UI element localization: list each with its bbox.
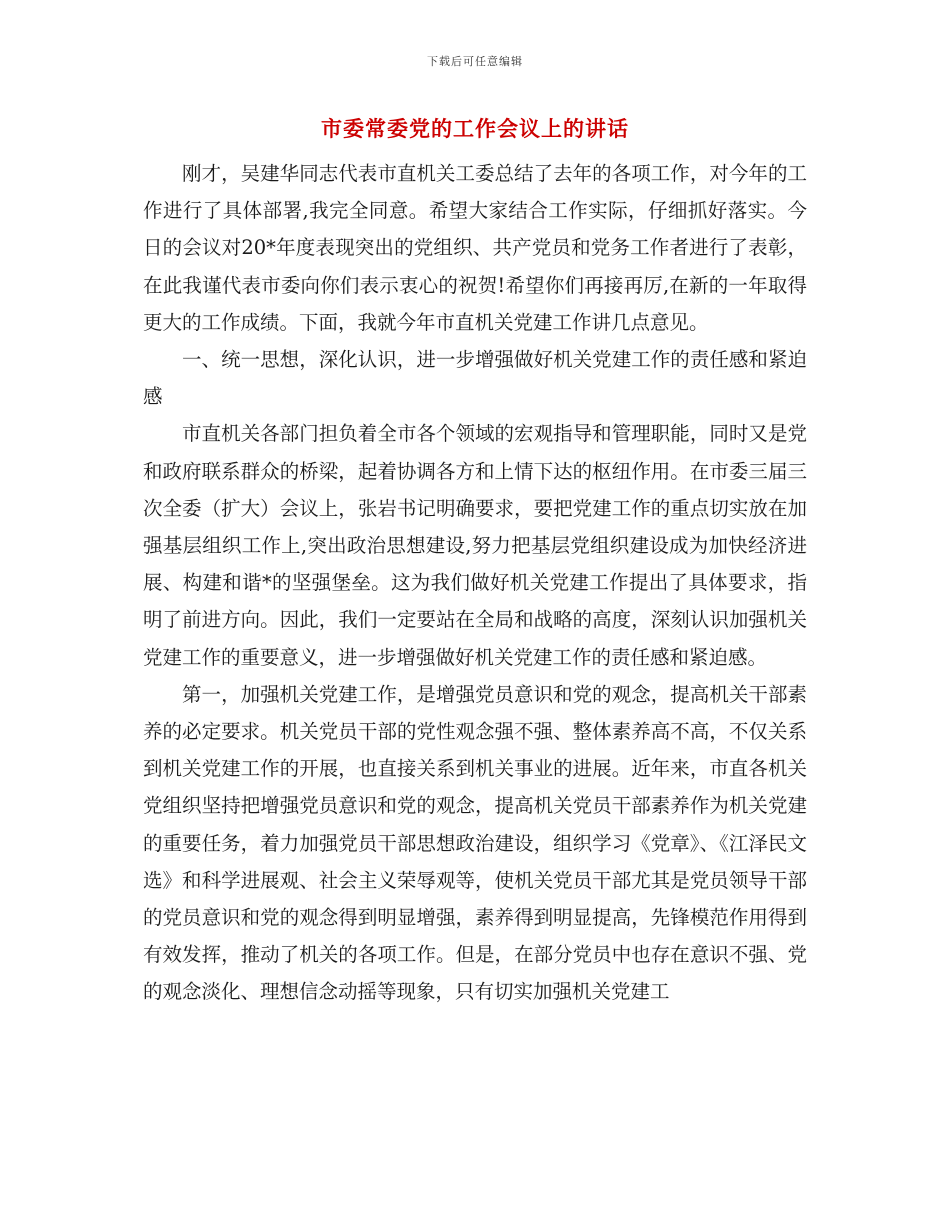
paragraph-section-1: 市直机关各部门担负着全市各个领域的宏观指导和管理职能，同时又是党和政府联系群众的桥梁，起着协调各方和上情下达的枢纽作用。在市委三届三次全委（扩大）会议上，张岩书记明确要求，要把党建工作的重点切实放在加强基层组织工作上,突出政治思想建设,努力把基层党组织建设成为加快经济进展、构建和谐*的坚强堡垒。这为我们做好机关党建工作提出了具体要求，指明了前进方向。因此，我们一定要站在全局和战略的高度，深刻认识加强机关党建工作的重要意义，进一步增强做好机关党建工作的责任感和紧迫感。 (143, 422, 807, 669)
header-note: 下载后可任意编辑 (427, 55, 523, 68)
document-body (143, 155, 807, 1011)
paragraph-point-1: 第一，加强机关党建工作，是增强党员意识和党的观念，提高机关干部素养的必定要求。机关党员干部的党性观念强不强、整体素养高不高，不仅关系到机关党建工作的开展，也直接关系到机关事业的进展。近年来，市直各机关党组织坚持把增强党员意识和党的观念，提高机关党员干部素养作为机关党建的重要任务，着力加强党员干部思想政治建设，组织学习《党章》、《江泽民文选》和科学进展观、社会主义荣辱观等，使机关党员干部尤其是党员领导干部的党员意识和党的观念得到明显增强，素养得到明显提高，先锋模范作用得到有效发挥，推动了机关的各项工作。但是，在部分党员中也存在意识不强、党的观念淡化、理想信念动摇等现象，只有切实加强机关党建工 (143, 682, 807, 1004)
paragraph-intro: 刚才，吴建华同志代表市直机关工委总结了去年的各项工作，对今年的工作进行了具体部署,我完全同意。希望大家结合工作实际，仔细抓好落实。今日的会议对20*年度表现突出的党组织、共产党员和党务工作者进行了表彰，在此我谨代表市委向你们表示衷心的祝贺!希望你们再接再厉,在新的一年取得更大的工作成绩。下面，我就今年市直机关党建工作讲几点意见。 (143, 162, 807, 334)
section-heading-1: 一、统一思想，深化认识，进一步增强做好机关党建工作的责任感和紧迫感 (143, 348, 807, 409)
document-title: 市委常委党的工作会议上的讲话 (321, 116, 629, 141)
